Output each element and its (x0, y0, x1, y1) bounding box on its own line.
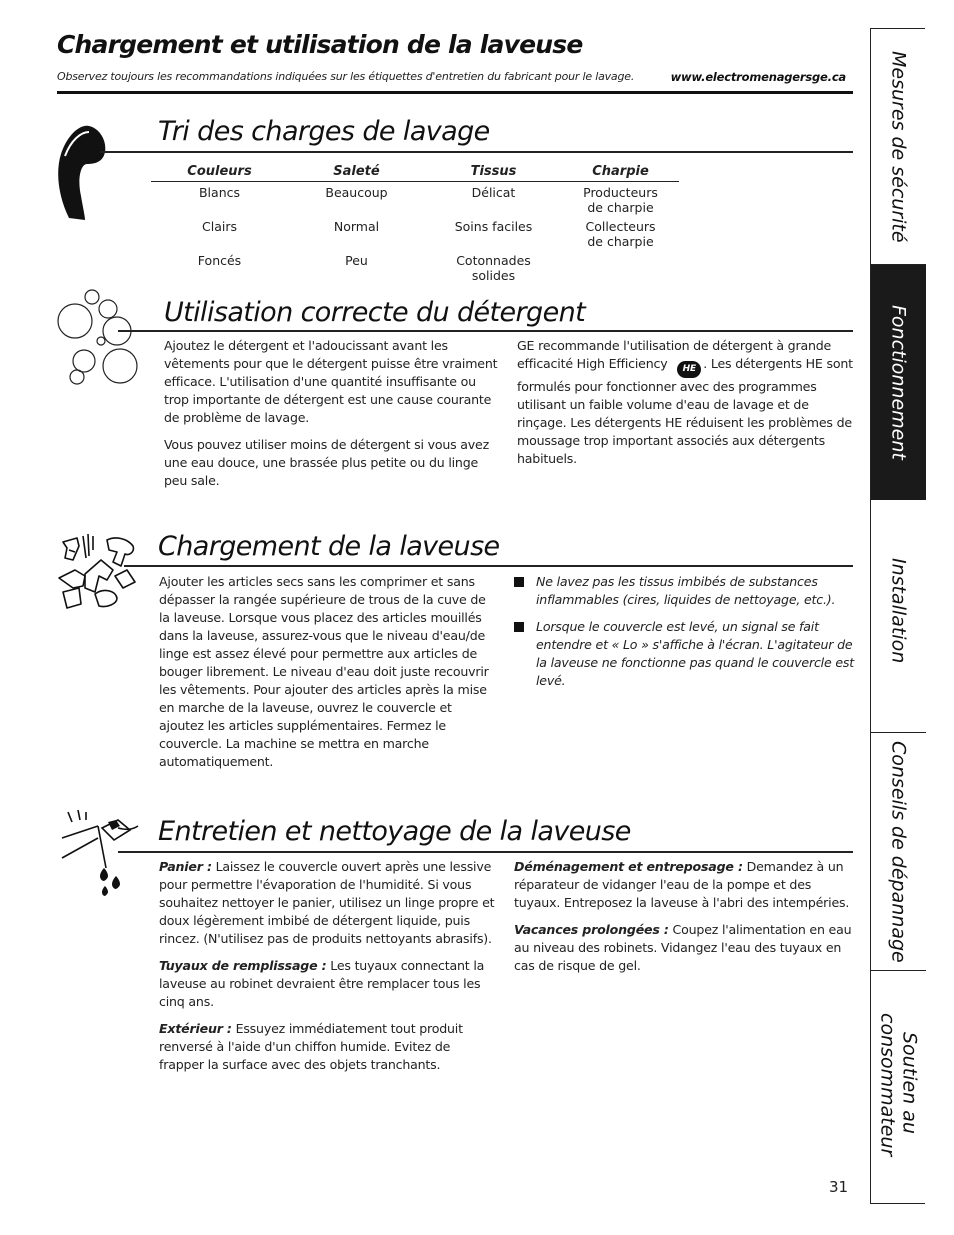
table-cell: Délicat (471, 185, 516, 200)
bubbles-icon (55, 289, 140, 385)
warning-text: Lorsque le couvercle est levé, un signal se fait entendre et « Lo » s'affiche à l'écran. L'agitateur de la laveuse ne fonctionne pas quand le couvercle est levé. (536, 619, 854, 688)
loading-paragraph: Ajouter les articles secs sans les comprimer et sans dépasser la rangée supérieure de trous de la cuve de la laveuse. Lorsque vous placez des articles mouillés dans la laveuse, assurez-vous que le niveau d'eau/de linge est assez élevé pour permettre aux articles de bouger librement. Le niveau d'eau doit juste recouvrir les vêtements. Pour ajouter des articles après la mise en marche de la laveuse, ouvrez le couvercle et ajoutez les articles supplémentaires. Fermez le couvercle. La machine se mettra en marche automatiquement. (159, 574, 489, 769)
detergent-left-column (164, 337, 502, 499)
loading-rule (124, 565, 853, 567)
care-item-moving: Déménagement et entreposage : Demandez à un réparateur de vidanger l'eau de la pompe et des tuyaux. Entreposez la laveuse à l'abri des intempéries. (514, 859, 850, 910)
tab-soutien-au-consommateur[interactable] (871, 971, 926, 1203)
sorting-icon (55, 118, 111, 222)
page-title: Chargement et utilisation de la laveuse (57, 30, 583, 59)
care-item-exterior: Extérieur : Essuyez immédiatement tout produit renversé à l'aide d'un chiffon humide. Evitez de frapper la surface avec des objets tranchants. (159, 1021, 463, 1072)
detergent-section-title: Utilisation correcte du détergent (164, 297, 586, 328)
header-rule (57, 91, 853, 94)
sorting-rule (100, 151, 853, 153)
detergent-right-column (517, 337, 853, 477)
table-cell: Normal (333, 219, 380, 234)
tab-installation[interactable] (871, 500, 926, 733)
bullet-square-icon (514, 622, 524, 632)
loading-bullets (514, 573, 854, 699)
tab-label: Mesures de sécurité (887, 51, 910, 243)
loading-section-title: Chargement de la laveuse (158, 531, 500, 562)
he-text-end: . Les détergents HE sont formulés pour fonctionner avec des programmes utilisant un faible volume d'eau de lavage et de rinçage. Les détergents HE réduisent les problèmes de moussage trop important associés aux détergents habituels. (517, 356, 853, 466)
care-left-column (159, 858, 495, 1083)
sorting-section-title: Tri des charges de lavage (158, 116, 490, 147)
tab-label: Installation (887, 558, 910, 664)
warning-text: Ne lavez pas les tissus imbibés de substances inflammables (cires, liquides de nettoyage, etc.). (536, 574, 836, 607)
tab-label: Fonctionnement (887, 305, 910, 460)
care-item-vacation: Vacances prolongées : Coupez l'alimentation en eau au niveau des robinets. Vidangez l'eau des tuyaux en cas de risque de gel. (514, 922, 852, 973)
column-header-salete: Saleté (288, 164, 425, 182)
table-cell: Soins faciles (454, 219, 533, 234)
table-cell: Foncés (197, 253, 242, 268)
cleaning-icon (60, 808, 140, 898)
care-right-column (514, 858, 852, 984)
table-cell (562, 250, 679, 284)
list-item (514, 573, 854, 609)
section-tabs (870, 28, 925, 1204)
bullet-square-icon (514, 577, 524, 587)
table-row (151, 250, 679, 284)
table-cell: Blancs (198, 185, 240, 200)
care-item-basket: Panier : Laissez le couvercle ouvert après une lessive pour permettre l'évaporation de l'humidité. Si vous souhaitez nettoyer le panier, utilisez un linge propre et doux légèrement imbibé de détergent liquide, puis rincez. (N'utilisez pas de produits nettoyants abrasifs). (159, 859, 495, 946)
table-cell: Collecteurs de charpie (585, 219, 656, 249)
table-row (151, 182, 679, 217)
loading-left-column (159, 573, 495, 780)
list-item (514, 618, 854, 690)
detergent-paragraph: Vous pouvez utiliser moins de détergent si vous avez une eau douce, une brassée plus petite ou du linge peu sale. (164, 437, 490, 488)
table-cell: Clairs (202, 219, 237, 234)
care-label-note: Observez toujours les recommandations indiquées sur les étiquettes d'entretien du fabricant pour le lavage. (57, 70, 635, 83)
tab-label: Soutien au consommateur (876, 1013, 921, 1157)
detergent-paragraph: Ajoutez le détergent et l'adoucissant avant les vêtements pour que le détergent puisse être vraiment efficace. L'utilisation d'une quantité insuffisante ou trop importante de détergent est une cause courante de problème de lavage. (164, 338, 498, 425)
column-header-tissus: Tissus (425, 164, 562, 182)
care-section-title: Entretien et nettoyage de la laveuse (158, 816, 631, 847)
tab-mesures-de-securite[interactable] (871, 29, 926, 265)
tab-fonctionnement[interactable] (871, 265, 926, 500)
table-cell: Cotonnades solides (456, 253, 531, 283)
table-row (151, 216, 679, 250)
care-item-hoses: Tuyaux de remplissage : Les tuyaux connectant la laveuse au robinet devraient être remplacer tous les cinq ans. (159, 958, 485, 1009)
clothes-icon (55, 530, 140, 610)
page-number: 31 (829, 1178, 849, 1196)
care-rule (118, 851, 853, 853)
column-header-charpie: Charpie (562, 164, 679, 182)
column-header-couleurs: Couleurs (151, 164, 288, 182)
table-cell: Producteurs de charpie (583, 185, 658, 215)
table-cell: Beaucoup (325, 185, 388, 200)
detergent-rule (118, 330, 853, 332)
tab-label: Conseils de dépannage (887, 741, 910, 963)
website-url[interactable]: www.electromenagersge.ca (670, 70, 846, 84)
tab-conseils-de-depannage[interactable] (871, 733, 926, 971)
he-text-start: GE recommande l'utilisation de détergent à grande efficacité High Efficiency (517, 338, 832, 371)
table-cell: Peu (345, 253, 368, 268)
he-paragraph (517, 337, 853, 468)
he-logo-icon: HE (677, 361, 701, 378)
sorting-table (151, 164, 679, 284)
